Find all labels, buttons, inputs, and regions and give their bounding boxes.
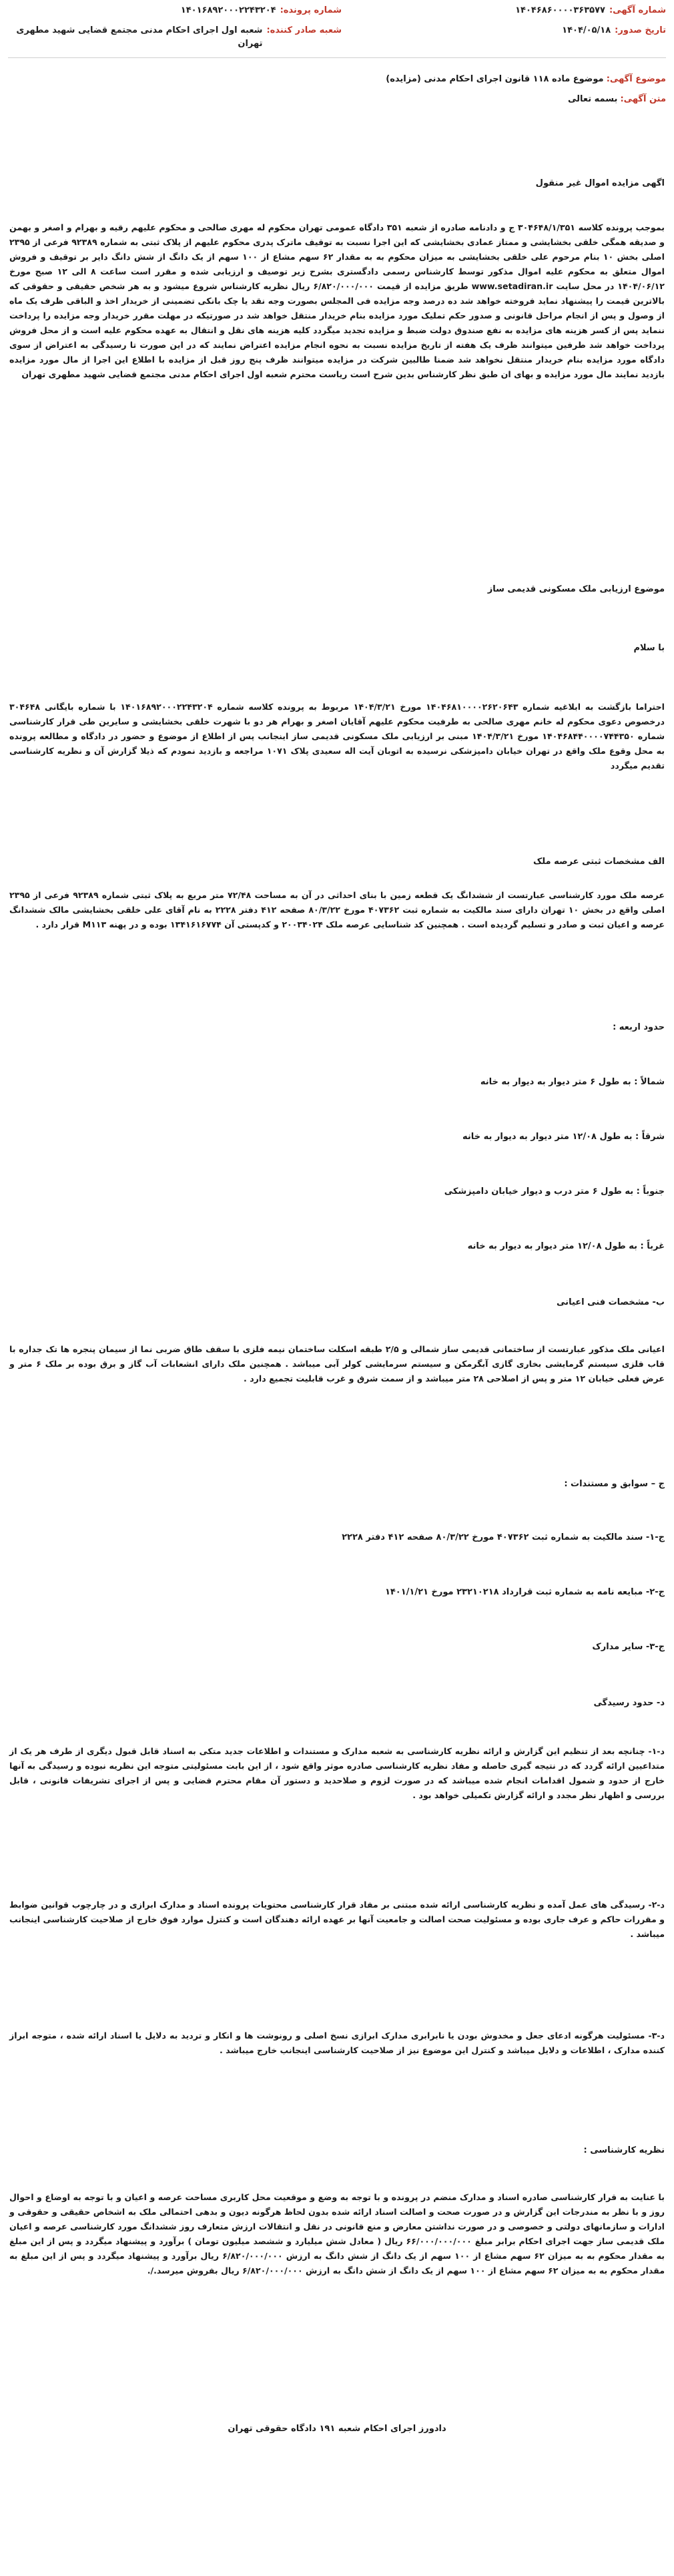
border-north: شمالاً : به طول ۶ متر دیوار به دیوار به خانه <box>480 1077 665 1087</box>
meta-row-2 <box>8 24 666 51</box>
greeting-line: با سلام <box>633 643 665 653</box>
paragraph-d2: د-۲- رسیدگی های عمل آمده و نظریه کارشناسی ارائه شده مبتنی بر مفاد قرار کارشناسی محتویات پرونده اسناد و مدارک ابرازی و در چارچوب قوانین ضوابط و مقررات حاکم و عرف جاری بوده و مسئولیت صحت اصالت و جامعیت آنها بر عهده ارائه دهندگان است و کنترل موارد فوق خارج از صلاحیت کارشناسی اینجانب میباشد . <box>9 1900 665 1939</box>
paragraph-technical: اعیانی ملک مذکور عبارتست از ساختمانی قدیمی ساز شمالی و ۲/۵ طبقه اسکلت ساختمان نیمه فلزی با سقف طاق ضربی نما از سیمان پنجره ها تک جداره با قاب فلزی سیستم گرمایشی بخاری گازی آبگرمکن و سیستم سرمایشی کولر آبی میباشد . همچنین ملک دارای انشعابات آب گاز و برق بوده بر ملک ۶ متر و عرض فعلی خیابان ۱۲ متر و پس از اصلاحی ۲۸ متر میباشد و از سمت شرق و غرب قابلیت تجمیع دارد . <box>9 1344 665 1383</box>
borders-title: حدود اربعه : <box>613 1022 665 1032</box>
issue-date-label: تاریخ صدور: <box>615 25 666 35</box>
case-number-field <box>8 4 342 17</box>
issue-date-field <box>352 24 666 37</box>
border-south: جنوباً : به طول ۶ متر درب و دیوار خیابان دامپزشکی <box>444 1187 665 1197</box>
branch-field <box>8 24 342 51</box>
ad-number-value: ۱۴۰۴۶۸۶۰۰۰۰۳۶۳۵۷۷ <box>515 5 605 15</box>
paragraph-reference: احتراما بازگشت به ابلاغیه شماره ۱۴۰۴۶۸۱۰۰۰۰۲۶۲۰۶۴۳ مورخ ۱۴۰۴/۳/۲۱ مربوط به پرونده کلاسه شماره ۱۴۰۱۶۸۹۲۰۰۰۲۲۴۳۲۰۴ با شماره بایگانی ۳۰۴۶۴۸ درخصوص دعوی محکوم له خانم مهری صالحی به طرفیت محکوم علیهم آقایان اصغر و بهرام هر دو با شهرت خلقی بخشایشی و سایرین طی قرار کارشناسی شماره ۱۴۰۴۶۸۴۴۰۰۰۰۷۴۴۳۵۰ مورخ ۱۴۰۴/۳/۲۱ مبنی بر ارزیابی ملک مسکونی قدیمی ساز اینجانب پس از اطلاع از موضوع و حضور در دادگاه و مطالعه پرونده به محل وقوع ملک واقع در تهران خیابان دامپزشکی نرسیده به اتوبان آیت اله سعیدی پلاک ۱۰۷۱ مراجعه و بازدید نمودم که ذیلا گزارش آن و نظریه کارشناسی تقدیم میگردد <box>9 702 665 771</box>
topic-label: موضوع آگهی: <box>606 74 666 84</box>
paragraph-registry: عرصه ملک مورد کارشناسی عبارتست از ششدانگ یک قطعه زمین با بنای احداثی در آن به مساحت ۷۲/۴۸ متر مربع به پلاک ثبتی شماره ۹۲۳۸۹ فرعی از ۲۳۹۵ اصلی واقع در بخش ۱۰ تهران دارای سند مالکیت به شماره ثبت ۴۰۷۳۶۲ مورخ ۸۰/۳/۲۲ صفحه ۴۱۲ دفتر ۲۲۲۸ به نام آقای علی خلقی بخشایشی مالک ششدانگ عرصه و اعیان ثبت و صادر و تسلیم گردیده است . همچنین کد شناسایی عرصه ملک ۲۰۰۳۴۰۲۴ و کدپستی آن ۱۳۴۱۶۱۶۷۷۴ بوده و در پهنه M۱۱۳ قرار دارد . <box>9 890 665 929</box>
doc-c1: ج-۱- سند مالکیت به شماره ثبت ۴۰۷۳۶۲ مورخ ۸۰/۳/۲۲ صفحه ۴۱۲ دفتر ۲۲۲۸ <box>342 1532 665 1542</box>
ad-title: اگهی مزایده اموال غیر منقول <box>535 178 665 188</box>
case-number-value: ۱۴۰۱۶۸۹۲۰۰۰۲۲۴۳۲۰۴ <box>180 5 276 15</box>
section-c-title: ج – سوابق و مستندات : <box>564 1479 665 1489</box>
signature-line: دادورز اجرای احکام شعبه ۱۹۱ دادگاه حقوقی تهران <box>228 2424 446 2434</box>
paragraph-auction-intro: بموجب پرونده کلاسه ۳۰۴۶۴۸/۱/۳۵۱ ج و دادنامه صادره از شعبه ۳۵۱ دادگاه عمومی تهران محکوم له مهری صالحی و محکوم علیهم رقیه و بهرام و اصغر و بهمن و صدیقه همگی خلقی بخشایشی و ممتاز عمادی بخشایشی که این اجرا نسبت به توقیف ماترک پدری محکوم علیهم از پلاک ثبتی به شماره ۹۲۳۸۹ فرعی از ۲۳۹۵ اصلی بخش ۱۰ بنام مرحوم علی خلقی بخشایشی به میزان محکوم به به مقدار ۶۲ سهم مشاع از ۱۰۰ سهم از یک دانگ از شش دانگ دایر بر توقیف و فروش اموال متعلق به محکوم علیه اموال مذکور توسط کارشناس رسمی دادگستری بشرح زیر توصیف و ارزیابی شده و مقرر است ساعت ۸ الی ۱۲ صبح مورخ ۱۴۰۴/۰۶/۱۲ در محل سایت www.setadiran.ir طریق مزایده از قیمت ۶/۸۲۰/۰۰۰/۰۰۰ ریال نظریه کارشناس شروع میشود و به هر شخص حقیقی و حقوقی که بالاترین قیمت را پیشنهاد نماید فروخته خواهد شد ده درصد وجه مزایده فی المجلس بصورت وجه نقد یا چک بانکی تضمینی از خریدار اخذ و الباقی ظرف یک ماه از وصول و پس از انجام مراحل قانونی و صدور حکم تملیک مورد مزایده بنام خریدار منتقل خواهد شد در صورتیکه در مهلت مقرر خریدار وجه مزایده را پرداخت ننماید پس از کسر هزینه های مزایده به نفع صندوق دولت ضبط و مزایده تجدید میگردد کلیه هزینه های نقل و انتقال به عهده محکوم علیه است و از محل فروش پرداخت خواهد شد طرفین میتوانند ظرف یک هفته از تاریخ مزایده نسبت به نحوه انجام مزایده اعتراض نمایند که در این صورت تا رسیدگی به اعتراض از سوی دادگاه مورد مزایده بنام خریدار منتقل نخواهد شد ضمنا طالبین شرکت در مزایده میتوانند ظرف پنج روز قبل از مزایده با اطلاع این اجرا از مال مورد مزایده بازدید نمایند مال مورد مزایده و بهای ان طبق نظر کارشناس بدین شرح است ریاست محترم شعبه اول اجرای احکام مدنی مجتمع قضایی شهید مطهری تهران <box>9 222 665 379</box>
branch-label: شعبه صادر کننده: <box>266 25 342 35</box>
ad-topic-line <box>8 71 666 87</box>
border-east: شرقاً : به طول ۱۲/۰۸ متر دیوار به دیوار به خانه <box>462 1132 665 1142</box>
ad-text-line <box>8 91 666 108</box>
paragraph-d3: د-۳- مسئولیت هرگونه ادعای جعل و مخدوش بودن یا نابرابری مدارک ابرازی نسخ اصلی و رونوشت ها و انکار و تردید به دلایل یا اسناد ارائه شده ، متوجه ابراز کننده مدارک ، اطلاعات و دلایل میباشد و کنترل این موضوع نیز از صلاحیت کارشناسی اینجانب خارج میباشد . <box>9 2030 665 2055</box>
doc-c3: ج-۳- سایر مدارک <box>592 1642 665 1652</box>
doc-c2: ج-۲- مبایعه نامه به شماره ثبت قرارداد ۲۳۲۱۰۲۱۸ مورخ ۱۴۰۱/۱/۲۱ <box>384 1587 665 1597</box>
section-b-title: ب- مشخصات فنی اعیانی <box>557 1297 665 1307</box>
opinion-title: نظریه کارشناسی : <box>583 2145 665 2155</box>
meta-row-1 <box>8 4 666 17</box>
issue-date-value: ۱۴۰۴/۰۵/۱۸ <box>562 25 611 35</box>
ad-number-label: شماره آگهی: <box>609 5 666 15</box>
ad-meta-block <box>8 0 666 58</box>
border-west: غرباً : به طول ۱۲/۰۸ متر دیوار به دیوار به خانه <box>467 1241 665 1251</box>
ad-number-field <box>352 4 666 17</box>
section-d-title: د- حدود رسیدگی <box>593 1698 665 1708</box>
topic-value: موضوع ماده ۱۱۸ قانون اجرای احکام مدنی (مزایده) <box>386 74 604 84</box>
paragraph-d1: د-۱- چنانچه بعد از تنظیم این گزارش و ارائه نظریه کارشناسی به شعبه مدارک و مستندات و اطلاعات جدید متکی به اسناد قابل قبول دیگری از طرف هر یک از متداعیین ارائه گردد که در نتیجه گیری حاصله و مفاد نظریه کارشناسی صادره موثر واقع شود ، از این بابت مسئولیتی متوجه این نظریه نبوده و رسیدگی به آنها خارج از حدود و شمول اقدامات انجام شده میباشد که در صورت لزوم و صلاحدید و دستور آن مقام محترم قضایی و پس از اجرای تشریفات قانونی ، قابل بررسی و اظهار نظر مجدد و ارائه گزارش تکمیلی خواهد بود . <box>9 1746 665 1800</box>
section-a-title: الف مشخصات ثبتی عرصه ملک <box>533 857 665 867</box>
text-intro: بسمه تعالی <box>567 94 618 104</box>
branch-value: شعبه اول اجرای احکام مدنی مجتمع قضایی شهید مطهری تهران <box>16 25 263 49</box>
paragraph-opinion: با عنایت به قرار کارشناسی صادره اسناد و مدارک منضم در پرونده و با توجه به وضع و موقعیت محل کاربری مساحت عرصه و اعیان و با توجه به اوضاع و احوال روز و با نظر به مندرجات این گزارش و در صورت صحت و اصالت اسناد ارائه شده بدون لحاظ هرگونه دیون و بدهی احتمالی ملک به اشخاص حقیقی و حقوقی و ادارات و سازمانهای دولتی و خصوصی و در صورت نداشتن معارض و منع قانونی در نقل و انتقالات ارزش متعارف روز ششدانگ مورد کارشناسی عرصه و اعیان ملک قدیمی ساز جهت اجرای احکام برابر مبلغ ۶۶/۰۰۰/۰۰۰/۰۰۰ ریال ( معادل شش میلیارد و ششصد میلیون تومان ) برآورد و پیشنهاد میگردد و پس از این مبلغ به مقدار محکوم به به میزان ۶۲ سهم مشاع از ۱۰۰ سهم از یک دانگ از شش دانگ به ارزش ۶/۸۲۰/۰۰۰/۰۰۰ ریال برآورد و پیشنهاد میگردد و پس از این مبلغ به مقدار محکوم به به میزان ۶۲ سهم مشاع از ۱۰۰ سهم از یک دانگ از شش دانگ به ارزش ۶/۸۲۰/۰۰۰/۰۰۰ ریال بفروش میرسد./. <box>9 2192 665 2276</box>
subject-line: موضوع ارزیابی ملک مسکونی قدیمی ساز <box>487 584 665 594</box>
text-label: متن آگهی: <box>620 94 666 104</box>
case-number-label: شماره پرونده: <box>280 5 342 15</box>
